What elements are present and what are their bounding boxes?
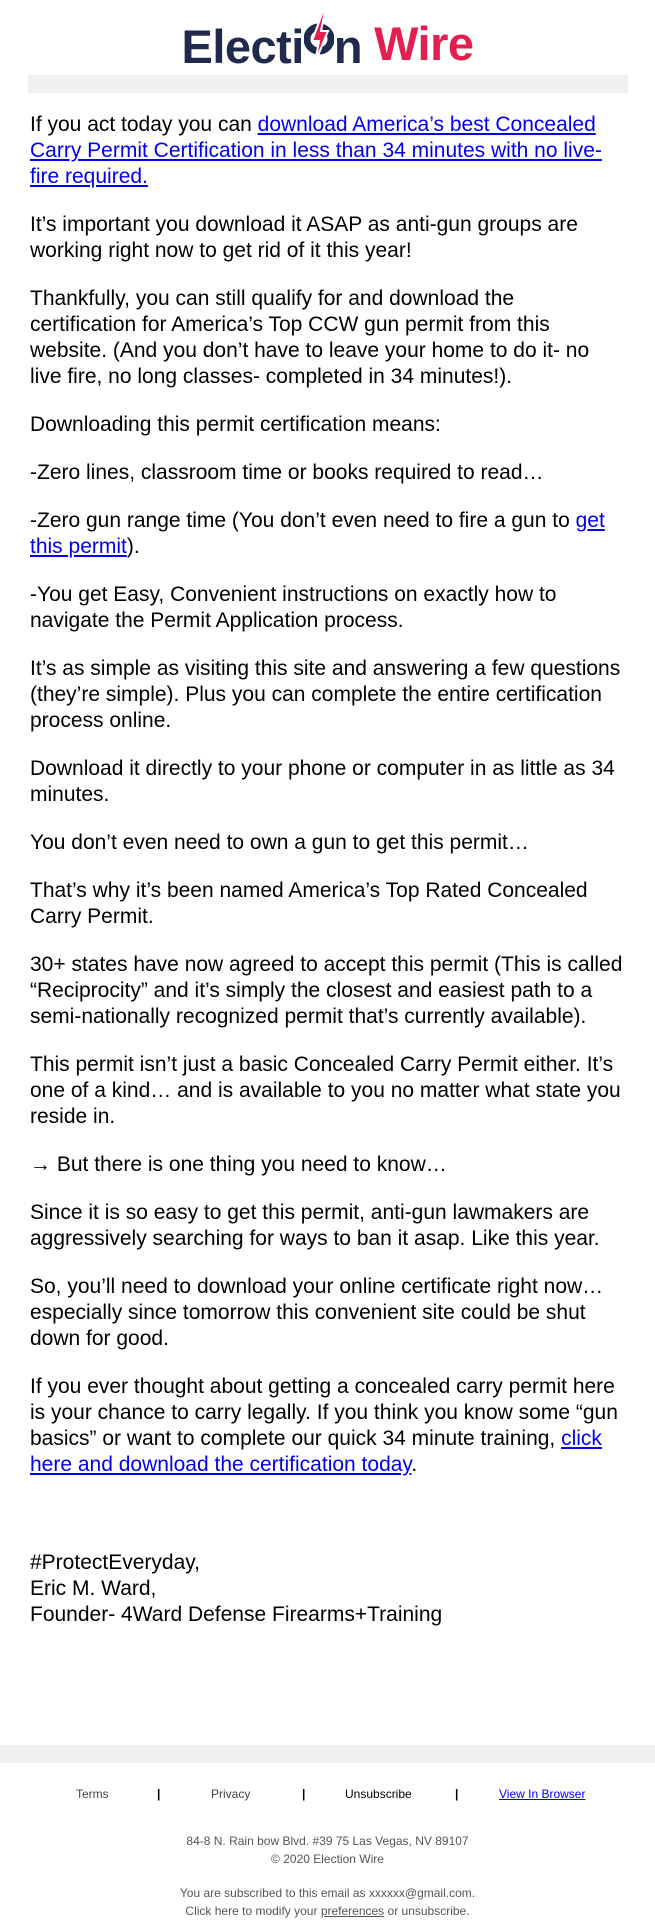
brand-word-wire: Wire xyxy=(374,16,474,70)
bullet-instructions: -You get Easy, Convenient instructions on exactly how to navigate the Permit Application process. xyxy=(30,583,557,632)
paragraph-cta xyxy=(30,1374,625,1478)
spacer xyxy=(30,1500,625,1550)
email-body xyxy=(30,112,625,1628)
view-in-browser-link[interactable]: View In Browser xyxy=(499,1787,586,1801)
modify-prefix: Click here to modify your xyxy=(185,1904,321,1918)
footer-separator: | xyxy=(302,1787,306,1801)
header-logo xyxy=(0,14,655,72)
paragraph-intro xyxy=(30,112,625,190)
header-divider xyxy=(28,75,628,93)
cta-text: If you ever thought about getting a concealed carry permit here is your chance to carry legally. If you think you know some “gun basics” or want to complete our quick 34 minute training, xyxy=(30,1375,618,1450)
download-permit-link[interactable]: download America’s best Concealed Carry Permit Certification in less than 34 minutes with no live-fire required. xyxy=(30,113,602,188)
signature-title: Founder- 4Ward Defense Firearms+Training xyxy=(30,1603,443,1626)
download-certification-link[interactable]: click here and download the certification today xyxy=(30,1427,602,1476)
footer-address: 84-8 N. Rain bow Blvd. #39 75 Las Vegas, NV 89107 xyxy=(186,1834,469,1848)
brand-word-election: Electi n xyxy=(181,13,362,74)
modify-suffix: or unsubscribe. xyxy=(384,1904,470,1918)
footer-address-block xyxy=(0,1832,655,1868)
footer-divider xyxy=(0,1745,655,1763)
paragraph-simple: It’s as simple as visiting this site and answering a few questions (they’re simple). Plus you can complete the entire certification process online. xyxy=(30,657,621,732)
footer-links xyxy=(0,1787,655,1803)
zero-range-text: -Zero gun range time (You don’t even need to fire a gun to xyxy=(30,509,576,532)
privacy-link[interactable]: Privacy xyxy=(211,1787,251,1801)
lightning-bolt-icon xyxy=(304,13,334,63)
paragraph-top-rated: That’s why it’s been named America’s Top Rated Concealed Carry Permit. xyxy=(30,879,588,928)
bullet-zero-lines: -Zero lines, classroom time or books required to read… xyxy=(30,461,544,484)
brand-logo[interactable] xyxy=(181,13,473,74)
zero-range-suffix: ). xyxy=(126,535,140,558)
paragraph-one-of-kind: This permit isn’t just a basic Concealed Carry Permit either. It’s one of a kind… and is available to you no matter what state you reside in. xyxy=(30,1053,621,1128)
paragraph-means: Downloading this permit certification means: xyxy=(30,413,441,436)
footer-separator: | xyxy=(455,1787,459,1801)
modify-preferences-line xyxy=(0,1902,655,1920)
preferences-link[interactable]: preferences xyxy=(320,1904,385,1918)
footer-copyright: © 2020 Election Wire xyxy=(271,1852,384,1866)
paragraph-qualify: Thankfully, you can still qualify for and download the certification for America’s Top CCW gun permit from this website. (And you don’t have to leave your home to do it- no live fire, no long classes- completed in 34 minutes!). xyxy=(30,287,590,388)
paragraph-urgency: It’s important you download it ASAP as anti-gun groups are working right now to get rid of it this year! xyxy=(30,213,578,262)
cta-suffix: . xyxy=(411,1453,418,1476)
paragraph-shut-down: So, you’ll need to download your online certificate right now… especially since tomorrow this convenient site could be shut down for good. xyxy=(30,1275,604,1350)
paragraph-reciprocity: 30+ states have now agreed to accept this permit (This is called “Reciprocity” and it’s simply the closest and easiest path to a semi-nationally recognized permit that’s currently available). xyxy=(30,953,623,1028)
get-permit-link[interactable]: get this permit xyxy=(30,509,605,558)
paragraph-lawmakers: Since it is so easy to get this permit, anti-gun lawmakers are aggressively searching for ways to ban it asap. Like this year. xyxy=(30,1201,600,1250)
footer-subscription xyxy=(0,1884,655,1920)
signature-name: Eric M. Ward, xyxy=(30,1577,157,1600)
intro-text: If you act today you can xyxy=(30,113,258,136)
paragraph-download: Download it directly to your phone or computer in as little as 34 minutes. xyxy=(30,757,615,806)
unsubscribe-link[interactable]: Unsubscribe xyxy=(345,1787,412,1801)
signature-hashtag: #ProtectEveryday, xyxy=(30,1551,201,1574)
signature xyxy=(30,1550,625,1628)
paragraph-one-thing: → But there is one thing you need to know… xyxy=(30,1153,447,1176)
terms-link[interactable]: Terms xyxy=(76,1787,109,1801)
footer-separator: | xyxy=(157,1787,161,1801)
bullet-zero-range xyxy=(30,508,625,560)
subscription-notice: You are subscribed to this email as xxxxxx@gmail.com. xyxy=(179,1886,476,1900)
paragraph-no-gun: You don’t even need to own a gun to get this permit… xyxy=(30,831,529,854)
